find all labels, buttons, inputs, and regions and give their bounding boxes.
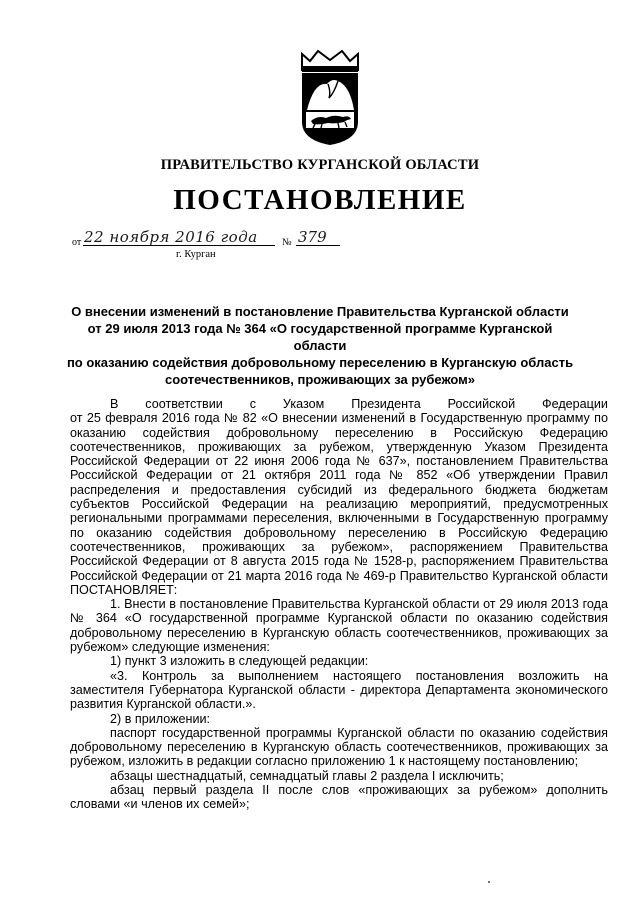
preamble-word: с [249, 397, 257, 411]
document-body [70, 397, 608, 812]
document-title [60, 303, 580, 388]
date-prefix: от [72, 237, 82, 248]
document-meta [72, 228, 372, 272]
preamble-word: Федерации [542, 397, 608, 411]
clause-1: 1. Внести в постановление Правительства Курганской области от 29 июля 2013 года № 364 «О государственной программе Курганской области по оказанию содействия добровольному переселению в Курганскую область соотечественников, проживающих за рубежом» следующие изменения: [70, 597, 608, 655]
title-line: соотечественников, проживающих за рубежом» [165, 372, 475, 387]
number-underline [296, 245, 340, 246]
preamble-word: соответствии [145, 397, 223, 411]
subclause-1-1-text: «3. Контроль за выполнением настоящего постановления возложить на заместителя Губернатора Курганской области - директора Департамента экономического развития Курганской области.». [70, 668, 608, 712]
government-name: ПРАВИТЕЛЬСТВО КУРГАНСКОЙ ОБЛАСТИ [160, 157, 480, 173]
preamble-word: В [110, 397, 119, 411]
subclause-1-2: 2) в приложении: [110, 711, 211, 726]
document-date: 22 ноября 2016 года [84, 228, 258, 246]
date-underline [83, 245, 275, 246]
scan-speck [488, 881, 490, 883]
number-sign: № [282, 237, 292, 248]
kurgan-oblast-coat-of-arms-icon [298, 48, 362, 148]
preamble-word: Российской [447, 397, 516, 411]
document-type-heading: ПОСТАНОВЛЕНИЕ [173, 184, 467, 216]
subclause-1-2-section-ii: абзац первый раздела II после слов «проживающих за рубежом» дополнить словами «и членов их семей»; [70, 783, 608, 812]
subclause-1-1: 1) пункт 3 изложить в следующей редакции: [110, 654, 369, 669]
subclause-1-2-paragraphs: абзацы шестнадцатый, семнадцатый главы 2 раздела I исключить; [110, 768, 504, 783]
document-number: 379 [298, 228, 327, 246]
preamble-word: Президента [351, 397, 421, 411]
document-city: г. Курган [176, 249, 216, 260]
subclause-1-2-passport: паспорт государственной программы Курганской области по оказанию содействия добровольному переселению в Курганскую область соотечественников, проживающих за рубежом, изложить в редакции согласно приложению 1 к настоящему постановлению; [70, 725, 608, 769]
preamble-paragraph: от 25 февраля 2016 года № 82 «О внесении изменений в Государственную программу по оказанию содействия добровольному переселению в Российскую Федерацию соотечественников, проживающих за рубежом, утвержденную Указом Президента Российской Федерации от 22 июня 2006 года № 637», постановлением Правительства Российской Федерации от 21 октября 2011 года № 852 «Об утверждении Правил распределения и предоставления субсидий из федерального бюджета бюджетам субъектов Российской Федерации на реализацию мероприятий, предусмотренных региональными программами переселения, включенными в Государственную программу по оказанию содействия добровольному переселению в Российскую Федерацию соотечественников, проживающих за рубежом», распоряжением Правительства Российской Федерации от 8 августа 2015 года № 1528-р, распоряжением Правительства Российской Федерации от 21 марта 2016 года № 469-р Правительство Курганской области ПОСТАНОВЛЯЕТ: [70, 411, 608, 597]
title-line: О внесении изменений в постановление Правительства Курганской области [71, 304, 569, 319]
preamble-first-line [70, 397, 608, 411]
preamble-word: Указом [282, 397, 325, 411]
title-line: от 29 июля 2013 года № 364 «О государственной программе Курганской области [87, 321, 553, 353]
title-line: по оказанию содействия добровольному переселению в Курганскую область [66, 355, 574, 370]
